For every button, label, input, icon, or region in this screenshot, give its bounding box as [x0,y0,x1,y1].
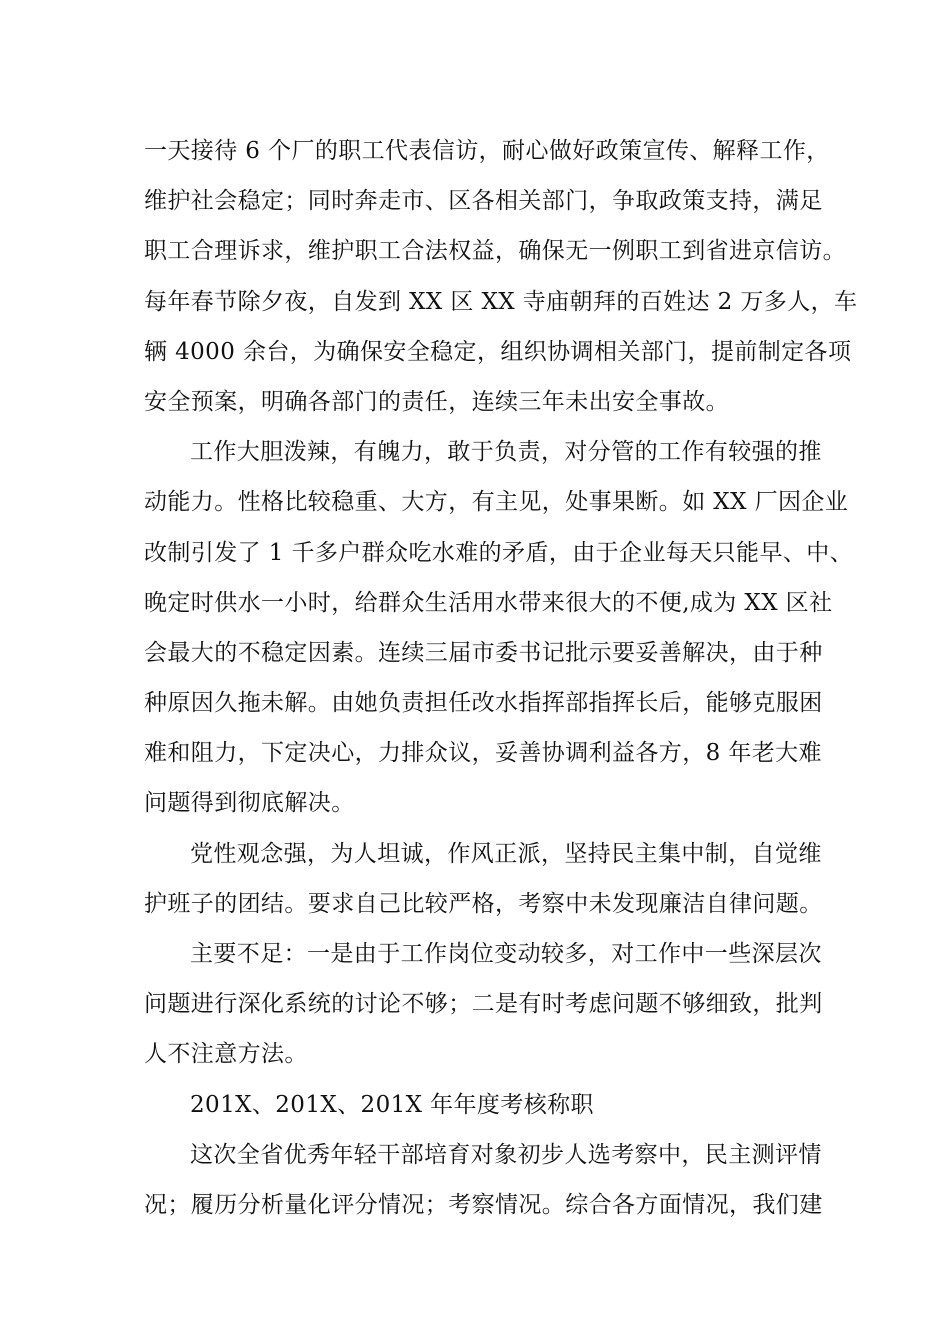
text-line: 况；履历分析量化评分情况；考察情况。综合各方面情况，我们建 [144,1191,823,1218]
text-line: 主要不足：一是由于工作岗位变动较多，对工作中一些深层次 [190,941,822,967]
text-line: 问题得到彻底解决。 [144,790,355,817]
text-line: 职工合理诉求，维护职工合法权益，确保无一例职工到省进京信访。 [144,238,846,265]
text-line: 人不注意方法。 [144,1041,308,1068]
text-line: 辆 4000 余台，为确保安全稳定，组织协调相关部门，提前制定各项 [144,338,852,365]
text-line: 改制引发了 1 千多户群众吃水难的矛盾，由于企业每天只能早、中、 [144,539,854,566]
text-line: 党性观念强，为人坦诚，作风正派，坚持民主集中制，自觉维 [190,840,822,867]
text-line: 护班子的团结。要求自己比较严格，考察中未发现廉洁自律问题。 [144,890,823,917]
text-line: 201X、201X、201X 年年度考核称职 [190,1091,594,1118]
text-line: 每年春节除夕夜，自发到 XX 区 XX 寺庙朝拜的百姓达 2 万多人，车 [144,288,858,315]
text-line: 一天接待 6 个厂的职工代表信访，耐心做好政策宣传、解释工作， [144,138,830,164]
text-line: 晚定时供水一小时，给群众生活用水带来很大的不便,成为 XX 区社 [144,589,833,616]
text-line: 种原因久拖未解。由她负责担任改水指挥部指挥长后，能够克服困 [144,690,823,717]
text-line: 动能力。性格比较稳重、大方，有主见，处事果断。如 XX 厂因企业 [144,489,849,516]
text-line: 这次全省优秀年轻干部培育对象初步人选考察中，民主测评情 [190,1141,822,1168]
text-line: 难和阻力，下定决心，力排众议，妥善协调利益各方，8 年老大难 [144,740,822,767]
document-body [144,126,858,1230]
text-line: 会最大的不稳定因素。连续三届市委书记批示要妥善解决，由于种 [144,639,823,666]
text-line: 维护社会稳定；同时奔走市、区各相关部门，争取政策支持，满足 [144,188,823,215]
text-line: 安全预案，明确各部门的责任，连续三年未出安全事故。 [144,388,729,415]
text-line: 问题进行深化系统的讨论不够；二是有时考虑问题不够细致，批判 [144,991,823,1018]
text-line: 工作大胆泼辣，有魄力，敢于负责，对分管的工作有较强的推 [190,439,822,466]
